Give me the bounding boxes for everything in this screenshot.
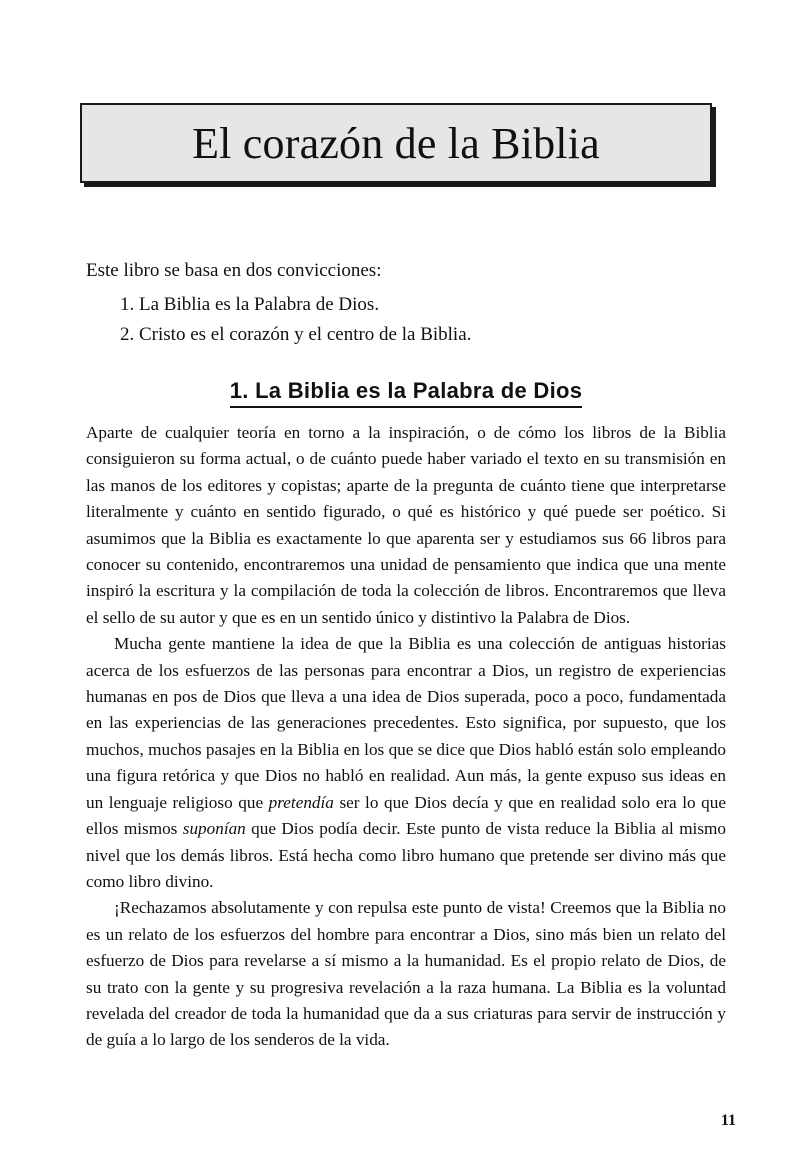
paragraph-2-part-1: Mucha gente mantiene la idea de que la Biblia es una colección de antiguas historias acerca de los esfuerzos de las personas para encontrar a Dios, un registro de experiencias humanas en pos de Dios que lleva a una idea de Dios superada, poco a poco, fundamentada en las experiencias de las generaciones precedentes. Esto significa, por supuesto, que los muchos, muchos pasajes en la Biblia en los que se dice que Dios habló están solo empleando una figura retórica y que Dios no habló en realidad. Aun más, la gente expuso sus ideas en un lenguaje religioso que — [86, 634, 726, 812]
section-body — [86, 420, 726, 1054]
conviction-item: 1. La Biblia es la Palabra de Dios. — [120, 294, 380, 315]
convictions-list — [86, 290, 726, 350]
section-heading-wrap — [86, 378, 726, 408]
section-heading: 1. La Biblia es la Palabra de Dios — [230, 378, 583, 408]
paragraph-2 — [86, 631, 726, 895]
page-number: 11 — [720, 1112, 736, 1129]
emphasis-pretendia: pretendía — [268, 792, 334, 812]
paragraph-2-part-2: ser lo que Dios decía y que en realidad solo era lo que ellos mismos — [86, 792, 726, 839]
paragraph-2-part-3: que Dios podía decir. Este punto de vista reduce la Biblia al mismo nivel que los demás libros. Está hecha como libro humano que pretende ser divino más que como libro divino. — [86, 819, 726, 891]
conviction-item: 2. Cristo es el corazón y el centro de la Biblia. — [120, 324, 472, 345]
paragraph-1: Aparte de cualquier teoría en torno a la inspiración, o de cómo los libros de la Biblia consiguieron su forma actual, o de cuánto puede haber variado el texto en su transmisión en las manos de los editores y copistas; aparte de la pregunta de cuánto tiene que interpretarse literalmente y cuánto en sentido figurado, o qué es histórico y qué puede ser poético. Si asumimos que la Biblia es exactamente lo que aparenta ser y estudiamos sus 66 libros para conocer su contenido, encontraremos una unidad de pensamiento que indica que una mente inspiró la escritura y la compilación de toda la colección de libros. Encontraremos que lleva el sello de su autor y que es en un sentido único y distintivo la Palabra de Dios. — [86, 423, 726, 627]
intro-block — [86, 256, 726, 350]
chapter-title: El corazón de la Biblia — [192, 118, 600, 168]
emphasis-suponian: suponían — [182, 819, 246, 839]
intro-lead: Este libro se basa en dos convicciones: — [86, 260, 382, 281]
paragraph-3: ¡Rechazamos absolutamente y con repulsa este punto de vista! Creemos que la Biblia no es un relato de los esfuerzos del hombre para encontrar a Dios, sino más bien un relato del esfuerzo de Dios para revelarse a sí mismo a la humanidad. Es el propio relato de Dios, de su trato con la gente y su progresiva revelación a la raza humana. La Biblia es la voluntad revelada del creador de toda la humanidad que da a sus criaturas para servir de instrucción y de guía a lo largo de los senderos de la vida. — [86, 898, 726, 1050]
chapter-title-box — [80, 103, 712, 183]
